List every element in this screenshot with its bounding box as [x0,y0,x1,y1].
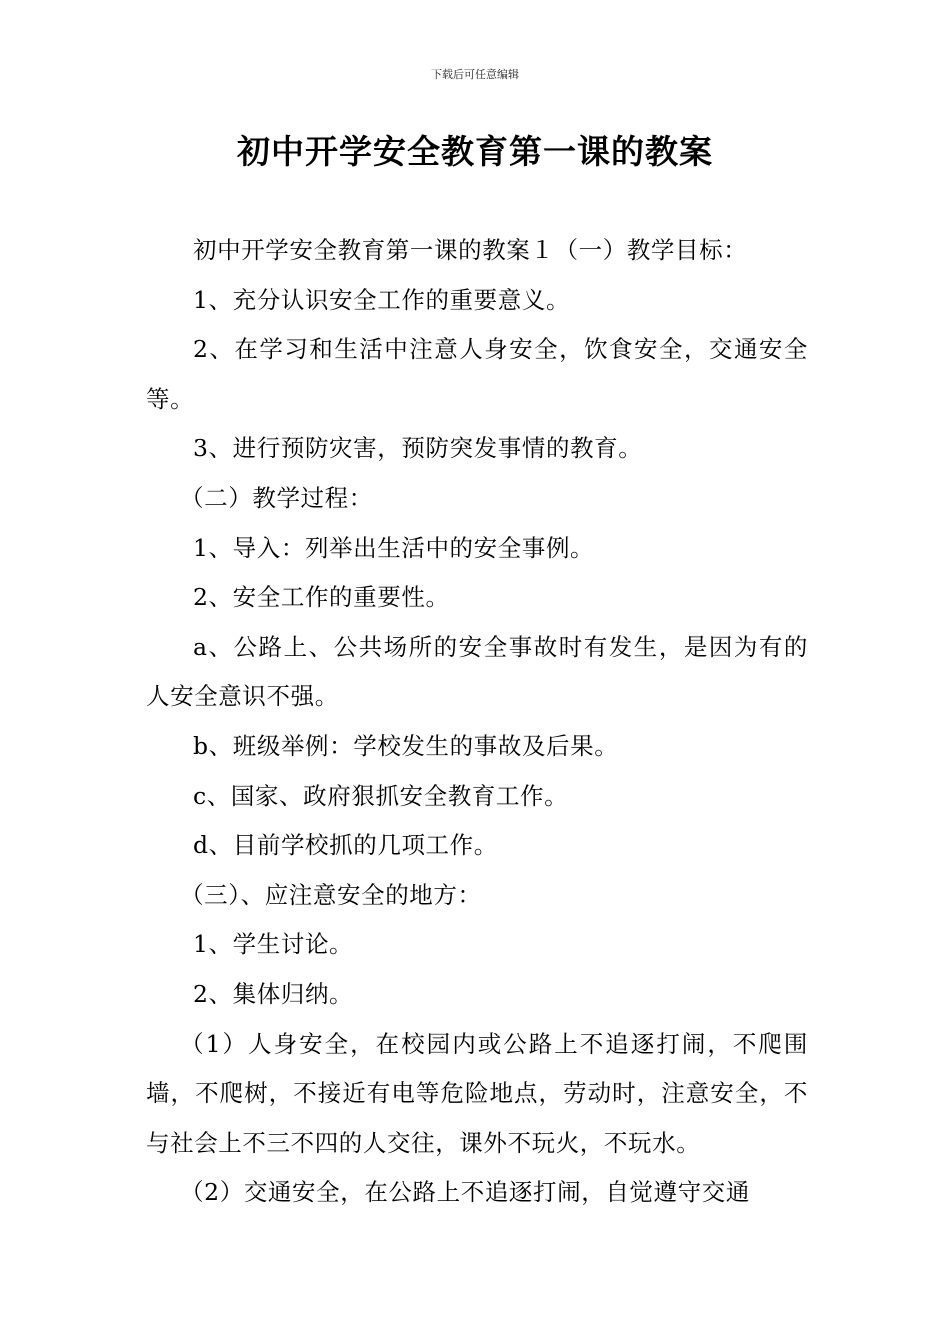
paragraph-objectives-heading: 初中开学安全教育第一课的教案１（一）教学目标： [193,236,748,264]
paragraph-process-2b: b、班级举例：学校发生的事故及后果。 [193,731,619,760]
paragraph-objective-3: 3、进行预防灾害，预防突发事情的教育。 [193,434,643,463]
paragraph-process-2a: a、公路上、公共场所的安全事故时有发生，是因为有的人安全意识不强。 [146,632,808,711]
header-note: 下载后可任意编辑 [431,68,519,81]
paragraph-safety-places-heading: （三）、应注意安全的地方： [180,880,482,909]
paragraph-safety-1: 1、学生讨论。 [193,930,354,959]
paragraph-process-heading: （二）教学过程： [180,483,373,512]
paragraph-process-2c: c、国家、政府狠抓安全教育工作。 [193,781,569,810]
document-title: 初中开学安全教育第一课的教案 [237,132,713,171]
paragraph-process-2: 2、安全工作的重要性。 [193,583,450,612]
paragraph-process-2d: d、目前学校抓的几项工作。 [193,831,498,860]
paragraph-personal-safety: （1）人身安全，在校园内或公路上不追逐打闹，不爬围墙，不爬树，不接近有电等危险地点，劳动时，注意安全，不与社会上不三不四的人交往，课外不玩火，不玩水。 [146,1029,808,1157]
paragraph-objective-1: 1、充分认识安全工作的重要意义。 [193,285,571,314]
paragraph-objective-2: 2、在学习和生活中注意人身安全，饮食安全，交通安全等。 [146,335,808,413]
paragraph-safety-2: 2、集体归纳。 [193,979,354,1008]
document-body [146,226,808,1218]
paragraph-process-1: 1、导入：列举出生活中的安全事例。 [193,533,595,562]
paragraph-traffic-safety: （2）交通安全，在公路上不追逐打闹，自觉遵守交通 [180,1178,750,1207]
